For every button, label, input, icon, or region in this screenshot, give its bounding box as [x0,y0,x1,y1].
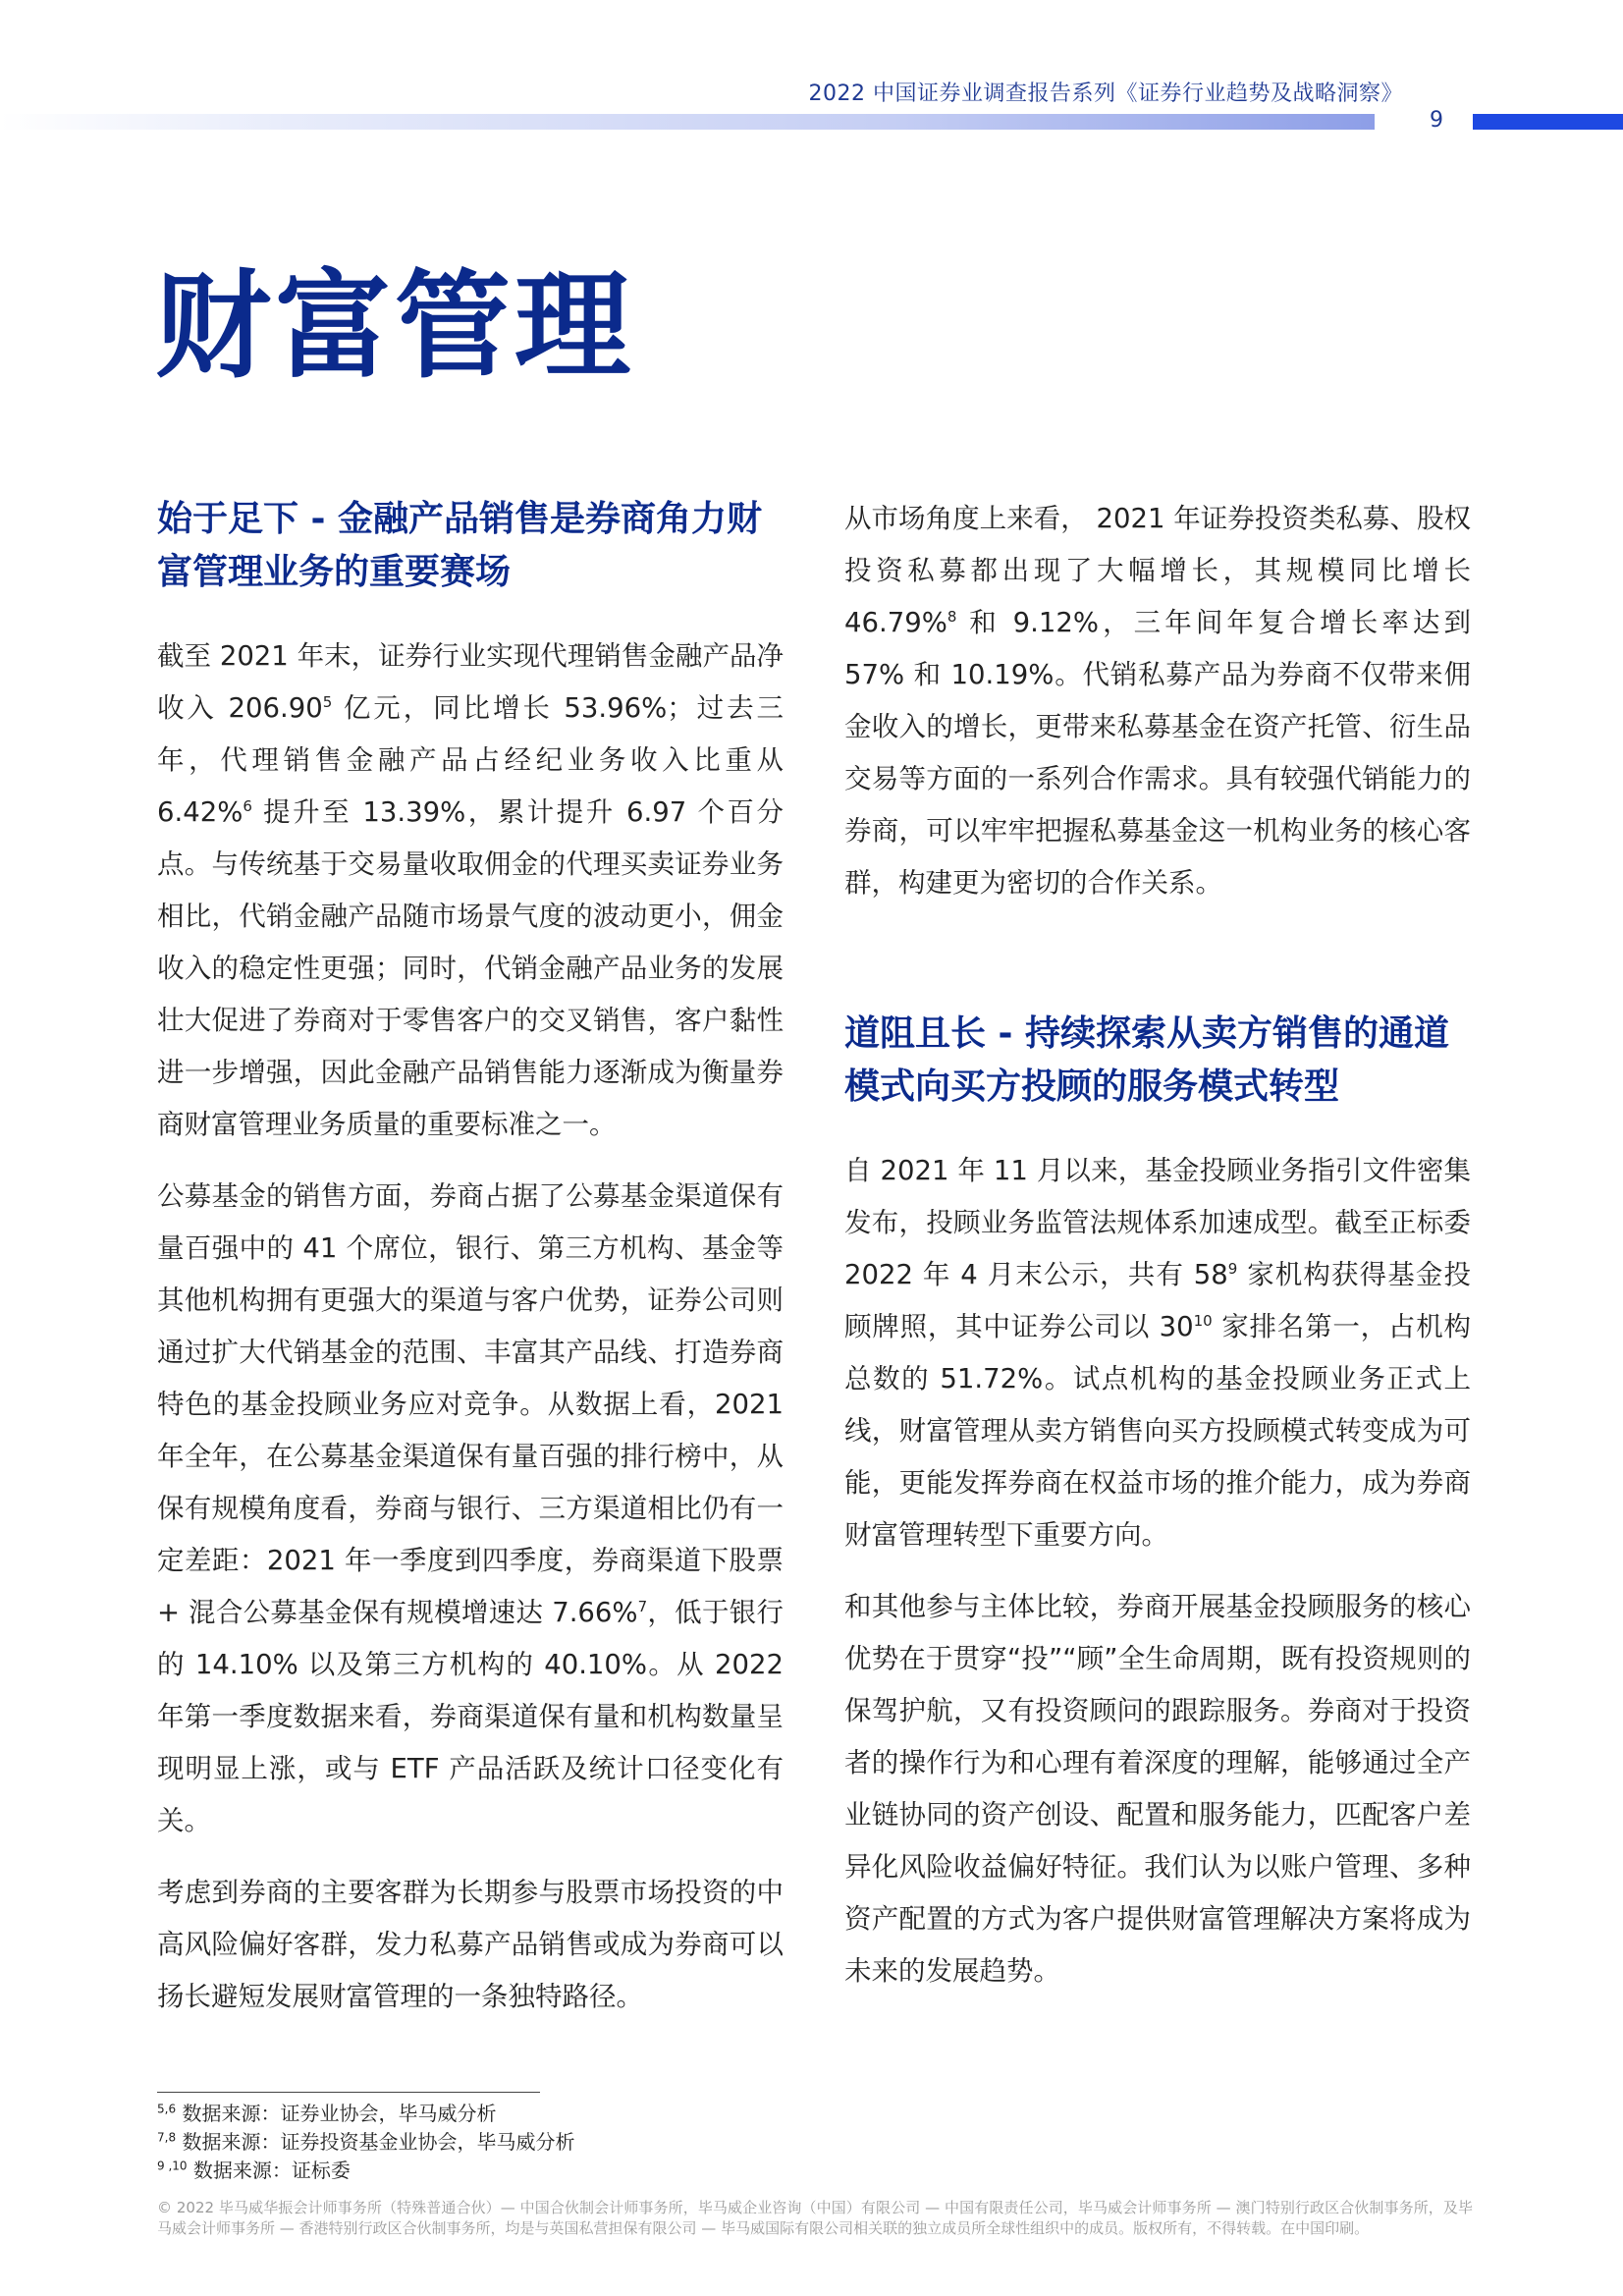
paragraph: 自 2021 年 11 月以来，基金投顾业务指引文件密集发布，投顾业务监管法规体系加速成型。截至正标委 2022 年 4 月末公示，共有 $58^9$ 家机构获得基金投顾牌照，其中证券公司以 $30^{10}$ 家排名第一，占机构总数的 51.72%。试点机构的基金投顾业务正式上线，财富管理从卖方销售向买方投顾模式转变成为可能，更能发挥券商在权益市场的推介能力，成为券商财富管理转型下重要方向。 [844,1155,1471,1551]
paragraph: 和其他参与主体比较，券商开展基金投顾服务的核心优势在于贯穿“投”“顾”全生命周期，既有投资规则的保驾护航，又有投资顾问的跟踪服务。券商对于投资者的操作行为和心理有着深度的理解，能够通过全产业链协同的资产创设、配置和服务能力，匹配客户差异化风险收益偏好特征。我们认为以账户管理、多种资产配置的方式为客户提供财富管理解决方案将成为未来的发展趋势。 [844,1591,1471,1987]
paragraph: 从市场角度上来看， 2021 年证券投资类私募、股权投资私募都出现了大幅增长，其规模同比增长 46.79%$^8$ 和 9.12%，三年间年复合增长率达到 57% 和 10.19%。代销私募产品为券商不仅带来佣金收入的增长，更带来私募基金在资产托管、衍生品交易等方面的一系列合作需求。具有较强代销能力的券商，可以牢牢把握私募基金这一机构业务的核心客群，构建更为密切的合作关系。 [844,503,1471,899]
footnote-ref: 5 [322,692,333,711]
header-title: 2022 中国证券业调查报告系列《证券行业趋势及战略洞察》 [808,82,1403,106]
paragraph: 截至 2021 年末，证券行业实现代理销售金融产品净收入 206.90$^5$ 亿元，同比增长 53.96%；过去三年，代理销售金融产品占经纪业务收入比重从 6.42%$^6$ 提升至 13.39%，累计提升 6.97 个百分点。与传统基于交易量收取佣金的代理买卖证券业务相比，代销金融产品随市场景气度的波动更小，佣金收入的稳定性更强；同时，代销金融产品业务的发展壮大促进了券商对于零售客户的交叉销售，客户黏性进一步增强，因此金融产品销售能力逐渐成为衡量券商财富管理业务质量的重要标准之一。 [157,640,784,1140]
header-accent-bar [1473,114,1623,130]
footnote-divider [157,2092,540,2093]
paragraph: 公募基金的销售方面，券商占据了公募基金渠道保有量百强中的 41 个席位，银行、第三方机构、基金等其他机构拥有更强大的渠道与客户优势，证券公司则通过扩大代销基金的范围、丰富其产品线、打造券商特色的基金投顾业务应对竞争。从数据上看，2021 年全年，在公募基金渠道保有量百强的排行榜中，从保有规模角度看，券商与银行、三方渠道相比仍有一定差距：2021 年一季度到四季度，券商渠道下股票 + 混合公募基金保有规模增速达 7.66%$^7$，低于银行的 14.10% 以及第三方机构的 40.10%。从 2022 年第一季度数据来看，券商渠道保有量和机构数量呈现明显上涨，或与 ETF 产品活跃及统计口径变化有关。 [157,1180,784,1836]
footnote-ref: 10 [1193,1311,1213,1330]
footnote: $^{5,6}$ 数据来源：证券业协会，毕马威分析 [157,2102,497,2125]
footnote-ref: 8 [947,607,957,626]
page-title: 财富管理 [155,258,635,394]
footnote: $^{9 ,10}$ 数据来源：证标委 [157,2159,351,2182]
footnote-ref: 9 [1227,1259,1238,1278]
header-gradient-bar [0,114,1375,130]
footnote: $^{7,8}$ 数据来源：证券投资基金业协会，毕马威分析 [157,2130,575,2154]
footnote-ref: 7 [637,1597,648,1615]
legal-notice: © 2022 毕马威华振会计师事务所（特殊普通合伙）— 中国合伙制会计师事务所，毕马威企业咨询（中国）有限公司 — 中国有限责任公司，毕马威会计师事务所 — 澳门特别行政区合伙制事务所，及毕马威会计师事务所 — 香港特别行政区合伙制事务所，均是与英国私营担保有限公司 — 毕马威国际有限公司相关联的独立成员所全球性组织中的成员。版权所有，不得转载。在中国印刷。 [157,2199,1473,2237]
right-column [844,493,1471,2017]
paragraph: 考虑到券商的主要客群为长期参与股票市场投资的中高风险偏好客群，发力私募产品销售或成为券商可以扬长避短发展财富管理的一条独特路径。 [157,1877,784,2012]
footnote-ref: 6 [243,796,252,815]
section-heading-advisory: 道阻且长 - 持续探索从卖方销售的通道模式向买方投顾的服务模式转型 [844,1013,1450,1107]
section-heading-sales: 始于足下 - 金融产品销售是券商角力财富管理业务的重要赛场 [157,499,763,592]
left-column [157,493,784,2043]
footnotes [157,2100,574,2185]
page-number: 9 [1430,108,1443,133]
